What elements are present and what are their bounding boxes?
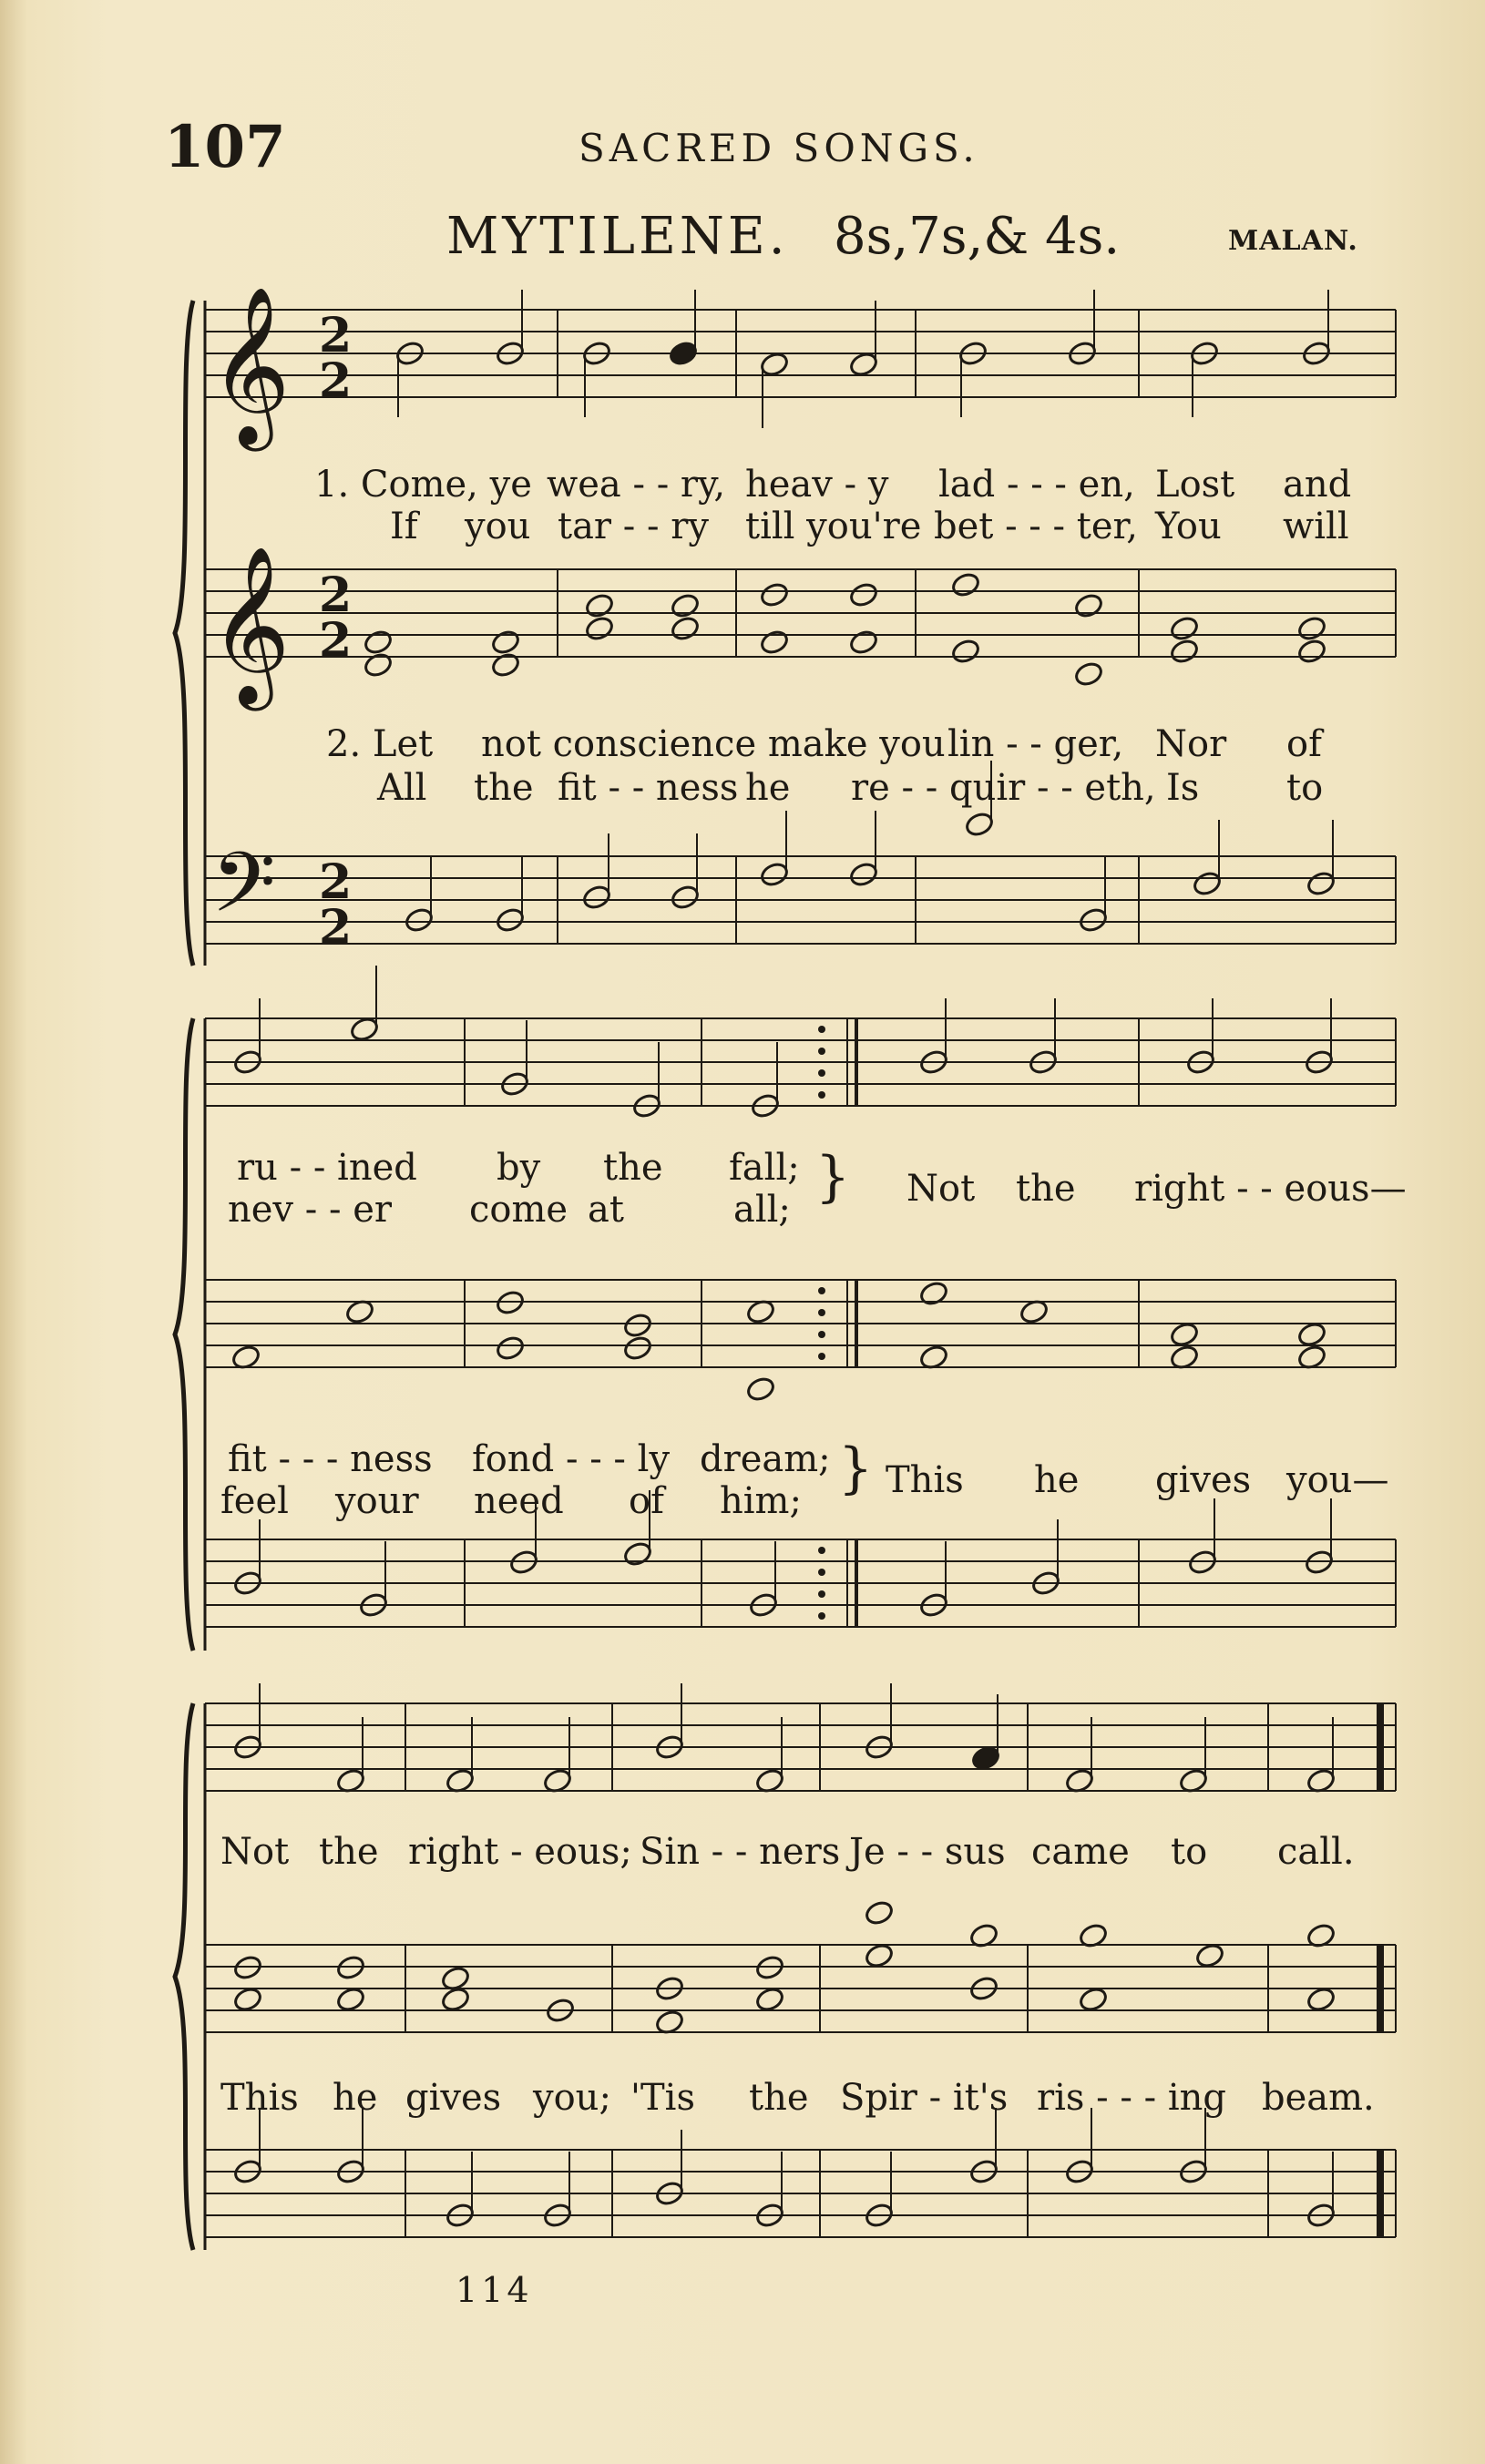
inner-voice-note <box>622 1312 653 1339</box>
folio-number: 114 <box>456 2270 533 2310</box>
treble-clef-icon: 𝄞 <box>210 286 291 445</box>
lyric-s2d-1: your <box>335 1480 419 1522</box>
lyric-v1b-6: will <box>1283 506 1349 547</box>
lyric-s2e-3: you— <box>1286 1459 1389 1501</box>
lyric-v2b-6: to <box>1286 767 1324 809</box>
inner-voice-note <box>490 651 521 679</box>
bass-note <box>848 861 879 888</box>
inner-voice-note <box>1073 660 1104 688</box>
lyric-s2d-3: of <box>629 1480 664 1522</box>
lyric-v2b-0: All <box>377 767 427 809</box>
melody-note <box>668 340 699 367</box>
repeat-dot <box>818 1069 825 1077</box>
inner-voice-note <box>584 592 615 619</box>
inner-voice-note <box>1296 1321 1327 1348</box>
lyric-s3b-4: 'Tis <box>630 2077 695 2119</box>
bass-note <box>495 906 526 934</box>
page-number: 107 <box>164 113 286 181</box>
inner-voice-note <box>759 629 790 656</box>
lyric-s3b-6: Spir - it's <box>840 2077 1009 2119</box>
inner-voice-note <box>754 1986 785 2013</box>
repeat-dot <box>818 1353 825 1360</box>
lyric-s2b-0: nev - - er <box>228 1189 392 1231</box>
bass-note <box>622 1540 653 1568</box>
lyric-v1a-5: and <box>1283 464 1352 506</box>
bass-note <box>404 906 435 934</box>
lyric-v2b-1: the <box>474 767 534 809</box>
lyric-s2c-0: fit - - - ness <box>228 1438 433 1480</box>
lyric-s3a-6: to <box>1171 1831 1208 1873</box>
treble-clef-icon: 𝄞 <box>210 546 291 704</box>
inner-voice-note <box>622 1334 653 1362</box>
lyric-s2e-0: This <box>886 1459 964 1501</box>
inner-voice-note <box>759 581 790 608</box>
repeat-dot <box>818 1309 825 1316</box>
lyric-v1b-4: bet - - - ter, <box>934 506 1138 547</box>
melody-note <box>759 351 790 378</box>
inner-voice-note <box>335 1986 366 2013</box>
lyric-v1b-5: You <box>1155 506 1222 547</box>
repeat-dot <box>818 1091 825 1099</box>
inner-voice-note <box>670 592 701 619</box>
lyric-s2b-2: at <box>588 1189 624 1231</box>
inner-voice-note <box>950 638 981 665</box>
bass-note <box>759 861 790 888</box>
lyric-s3b-2: gives <box>405 2077 502 2119</box>
lyric-v2b-3: he <box>745 767 791 809</box>
lyric-s2d-4: him; <box>720 1480 802 1522</box>
bass-note <box>964 811 995 838</box>
lyric-v2b-4: re - - quir - - eth, <box>851 767 1156 809</box>
time-signature-top: 2 <box>319 854 353 910</box>
repeat-dot <box>818 1331 825 1338</box>
time-signature-top: 2 <box>319 567 353 623</box>
composer: MALAN. <box>1228 225 1358 257</box>
lyric-s3a-4: Je - - sus <box>849 1831 1006 1873</box>
inner-voice-note <box>363 651 394 679</box>
lyric-s2d-0: feel <box>220 1480 289 1522</box>
inner-voice-note <box>440 1986 471 2013</box>
lyric-v1a-0: 1. Come, ye <box>314 464 532 506</box>
time-signature-bottom: 2 <box>319 900 353 956</box>
repeat-dot <box>818 1287 825 1294</box>
lyric-s3b-5: the <box>749 2077 809 2119</box>
inner-voice-note <box>495 1334 526 1362</box>
lyric-v1a-2: heav - y <box>745 464 889 506</box>
inner-voice-note <box>232 1986 263 2013</box>
inner-voice-note <box>1169 638 1200 665</box>
inner-voice-note <box>848 629 879 656</box>
lyric-s2d-2: need <box>474 1480 564 1522</box>
inner-voice-note <box>363 629 394 656</box>
repeat-dot <box>818 1026 825 1033</box>
lyric-s3a-2: right - eous; <box>408 1831 632 1873</box>
lyric-s2a-2: the <box>603 1147 663 1189</box>
bass-note <box>1306 870 1336 897</box>
lyric-v1b-0: If <box>390 506 418 547</box>
time-signature-bottom: 2 <box>319 353 353 409</box>
time-signature-bottom: 2 <box>319 613 353 669</box>
lyric-s2r-1: the <box>1016 1168 1076 1210</box>
lyric-s2r-0: Not <box>906 1168 976 1210</box>
repeat-dot <box>818 1547 825 1554</box>
lyric-v1a-3: lad - - - en, <box>938 464 1135 506</box>
lyric-v1b-3: till you're <box>745 506 922 547</box>
lyric-s3a-3: Sin - - ners <box>640 1831 841 1873</box>
inner-voice-note <box>918 1280 949 1307</box>
lyric-v1a-4: Lost <box>1155 464 1235 506</box>
bass-clef-icon: 𝄢 <box>211 834 276 951</box>
inner-voice-note <box>864 1942 895 1969</box>
system3-brace <box>175 1703 193 2250</box>
lyric-v2b-2: fit - - ness <box>558 767 739 809</box>
inner-voice-note <box>950 571 981 598</box>
lyric-s3b-7: ris - - - ing <box>1037 2077 1227 2119</box>
lyric-s2a-0: ru - - ined <box>237 1147 417 1189</box>
lyric-v1b-2: tar - - ry <box>558 506 709 547</box>
hymn-title: MYTILENE. <box>446 207 789 266</box>
inner-voice-note <box>1078 1986 1109 2013</box>
lyric-s3b-3: you; <box>533 2077 611 2119</box>
inner-voice-note <box>848 581 879 608</box>
lyric-s2r-2: right - - eous— <box>1134 1168 1407 1210</box>
lyric-v2a-2: lin - - ger, <box>947 723 1124 765</box>
lyric-s2e-1: he <box>1034 1459 1080 1501</box>
lyric-s3b-1: he <box>333 2077 378 2119</box>
inner-voice-note <box>490 629 521 656</box>
inner-voice-note <box>1306 1986 1336 2013</box>
bass-note <box>670 884 701 911</box>
inner-voice-note <box>745 1375 776 1403</box>
lyric-s2c-2: dream; <box>700 1438 831 1480</box>
lyric-s3a-0: Not <box>220 1831 290 1873</box>
inner-voice-note <box>1073 592 1104 619</box>
repeat-dot <box>818 1569 825 1576</box>
lyric-s2a-3: fall; <box>729 1147 800 1189</box>
lyric-v1a-1: wea - - ry, <box>547 464 726 506</box>
inner-voice-note <box>584 615 615 642</box>
lyric-s3a-7: call. <box>1277 1831 1355 1873</box>
bass-note <box>581 884 612 911</box>
bass-note <box>1192 870 1223 897</box>
lyric-v2a-0: 2. Let <box>326 723 434 765</box>
lyric-v2a-1: not conscience make you <box>481 723 946 765</box>
lyric-s3b-8: beam. <box>1262 2077 1375 2119</box>
melody-note <box>970 1744 1001 1772</box>
inner-voice-note <box>1296 638 1327 665</box>
system2-brace <box>175 1018 193 1651</box>
time-signature-top: 2 <box>319 308 353 363</box>
lyric-s3a-1: the <box>319 1831 379 1873</box>
lyric-s2b-1: come <box>469 1189 568 1231</box>
inner-voice-note <box>1169 1321 1200 1348</box>
repeat-dot <box>818 1612 825 1620</box>
lyric-s3a-5: came <box>1031 1831 1130 1873</box>
melody-note <box>349 1016 380 1043</box>
inner-voice-note <box>1296 615 1327 642</box>
lyric-v1b-1: you <box>465 506 531 547</box>
lyric-s3b-0: This <box>220 2077 299 2119</box>
lyric-s2a-1: by <box>497 1147 541 1189</box>
hymn-meter: 8s,7s,& 4s. <box>834 207 1121 266</box>
inner-voice-note <box>1169 615 1200 642</box>
inner-voice-note <box>1194 1942 1225 1969</box>
repeat-dot <box>818 1590 825 1598</box>
inner-voice-note <box>670 615 701 642</box>
lyric-s2b-3: all; <box>733 1189 791 1231</box>
repeat-dot <box>818 1048 825 1055</box>
lyric-s2e-2: gives <box>1155 1459 1252 1501</box>
lyric-v2a-4: of <box>1286 723 1322 765</box>
brace-glyph-2: } <box>838 1436 874 1500</box>
lyric-s2c-1: fond - - - ly <box>472 1438 671 1480</box>
brace-glyph-1: } <box>815 1145 851 1209</box>
lyric-v2b-5: Is <box>1166 767 1200 809</box>
lyric-v2a-3: Nor <box>1155 723 1227 765</box>
melody-note <box>848 351 879 378</box>
bass-note <box>1078 906 1109 934</box>
running-head: SACRED SONGS. <box>579 126 979 170</box>
inner-voice-note <box>864 1899 895 1927</box>
system1-brace <box>175 301 193 966</box>
